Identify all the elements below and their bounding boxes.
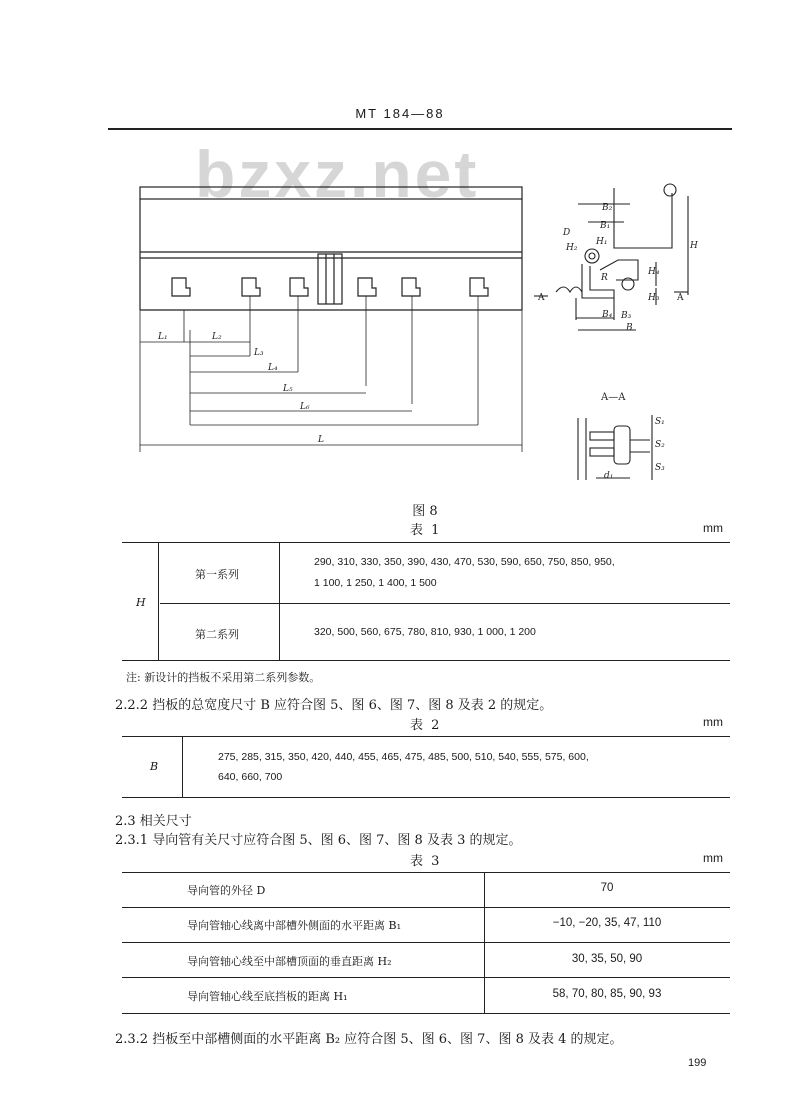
table3-row3-label: 导向管轴心线至中部槽顶面的垂直距离 H₂ bbox=[187, 955, 392, 968]
table3-top-rule bbox=[122, 872, 730, 873]
table1-series1-line2: 1 100, 1 250, 1 400, 1 500 bbox=[314, 577, 437, 589]
table3-row1-value: 70 bbox=[600, 882, 614, 894]
table1-unit: mm bbox=[703, 521, 723, 535]
slot-5 bbox=[402, 278, 420, 296]
table1-vline-1 bbox=[158, 542, 159, 660]
plate-top-band bbox=[140, 187, 522, 199]
table1-series1-line1: 290, 310, 330, 350, 390, 430, 470, 530, 590, 650, 750, 850, 950, bbox=[314, 556, 615, 568]
label-B1: B₁ bbox=[600, 221, 611, 231]
label-B3: B₃ bbox=[621, 311, 632, 321]
table1-title: 表 1 bbox=[410, 523, 442, 538]
label-L: L bbox=[318, 435, 324, 445]
label-H3: H₃ bbox=[648, 293, 660, 303]
table2-bottom-rule bbox=[122, 797, 730, 798]
table1-mid-rule bbox=[160, 603, 730, 604]
slot-6 bbox=[470, 278, 488, 296]
label-d1: d₁ bbox=[604, 471, 614, 481]
figure-caption: 图 8 bbox=[412, 504, 438, 519]
table2-line1: 275, 285, 315, 350, 420, 440, 455, 465, 475, 485, 500, 510, 540, 555, 575, 600, bbox=[218, 751, 589, 763]
table3-title: 表 3 bbox=[410, 854, 442, 869]
label-H4: H₄ bbox=[648, 267, 660, 277]
label-B2: B₂ bbox=[602, 203, 613, 213]
label-L5: L₅ bbox=[283, 384, 293, 394]
table3-rule-1 bbox=[122, 907, 730, 908]
label-D: D bbox=[563, 228, 571, 238]
label-S2: S₂ bbox=[655, 440, 665, 450]
table2-title: 表 2 bbox=[410, 718, 442, 733]
section-2-3-2: 2.3.2 挡板至中部槽侧面的水平距离 B₂ 应符合图 5、图 6、图 7、图 8 及表 4 的规定。 bbox=[115, 1032, 623, 1047]
table1-note: 注: 新设计的挡板不采用第二系列参数。 bbox=[126, 671, 321, 684]
figure-8-drawing bbox=[0, 0, 800, 500]
table3-bottom-rule bbox=[122, 1013, 730, 1014]
label-L6: L₆ bbox=[300, 402, 310, 412]
table3-rule-3 bbox=[122, 977, 730, 978]
label-A-left: A bbox=[538, 293, 545, 303]
slot-3 bbox=[290, 278, 308, 296]
section-2-2-2: 2.2.2 挡板的总宽度尺寸 B 应符合图 5、图 6、图 7、图 8 及表 2 的规定。 bbox=[115, 698, 553, 713]
table3-rule-2 bbox=[122, 942, 730, 943]
label-L2: L₂ bbox=[212, 332, 222, 342]
document-code-header: MT 184—88 bbox=[355, 106, 445, 121]
label-S3: S₃ bbox=[655, 463, 665, 473]
table2-vline bbox=[182, 736, 183, 797]
table3-row4-value: 58, 70, 80, 85, 90, 93 bbox=[552, 988, 662, 1000]
label-section-AA: A—A bbox=[601, 392, 626, 403]
label-A-right: A bbox=[677, 293, 684, 303]
slot-4 bbox=[358, 278, 376, 296]
label-B: B bbox=[626, 323, 633, 333]
table3-row2-label: 导向管轴心线离中部槽外侧面的水平距离 B₁ bbox=[187, 919, 401, 932]
label-L1: L₁ bbox=[158, 332, 168, 342]
table2-top-rule bbox=[122, 736, 730, 737]
slot-1 bbox=[172, 278, 190, 296]
table3-row2-value: −10, −20, 35, 47, 110 bbox=[552, 917, 662, 929]
table1-series1-label: 第一系列 bbox=[195, 568, 239, 581]
table3-row4-label: 导向管轴心线至底挡板的距离 H₁ bbox=[187, 990, 348, 1003]
table2-line2: 640, 660, 700 bbox=[218, 771, 283, 783]
table1-bottom-rule bbox=[122, 660, 730, 661]
label-H2: H₂ bbox=[566, 243, 578, 253]
section-2-3: 2.3 相关尺寸 bbox=[115, 814, 192, 829]
table1-top-rule bbox=[122, 542, 730, 543]
label-B4: B₄ bbox=[602, 310, 613, 320]
side-profile-plate bbox=[614, 188, 672, 248]
label-R: R bbox=[601, 273, 608, 283]
label-L3: L₃ bbox=[254, 348, 264, 358]
table3-row3-value: 30, 35, 50, 90 bbox=[571, 953, 643, 965]
slot-2 bbox=[242, 278, 260, 296]
table2-row-header: B bbox=[150, 760, 159, 773]
label-S1: S₁ bbox=[655, 417, 665, 427]
table1-vline-2 bbox=[279, 542, 280, 660]
plate-center-joint bbox=[318, 254, 342, 304]
table3-unit: mm bbox=[703, 851, 723, 865]
label-H1: H₁ bbox=[596, 237, 608, 247]
label-H: H bbox=[690, 241, 698, 251]
table3-row1-label: 导向管的外径 D bbox=[187, 884, 266, 897]
table1-row-header: H bbox=[136, 596, 146, 609]
section-2-3-1: 2.3.1 导向管有关尺寸应符合图 5、图 6、图 7、图 8 及表 3 的规定。 bbox=[115, 833, 522, 848]
table1-series2-label: 第二系列 bbox=[195, 628, 239, 641]
table2-unit: mm bbox=[703, 715, 723, 729]
page-number: 199 bbox=[688, 1057, 707, 1069]
table1-series2-values: 320, 500, 560, 675, 780, 810, 930, 1 000, 1 200 bbox=[314, 626, 536, 638]
watermark: bzxz.net bbox=[195, 137, 480, 211]
label-L4: L₄ bbox=[268, 363, 278, 373]
